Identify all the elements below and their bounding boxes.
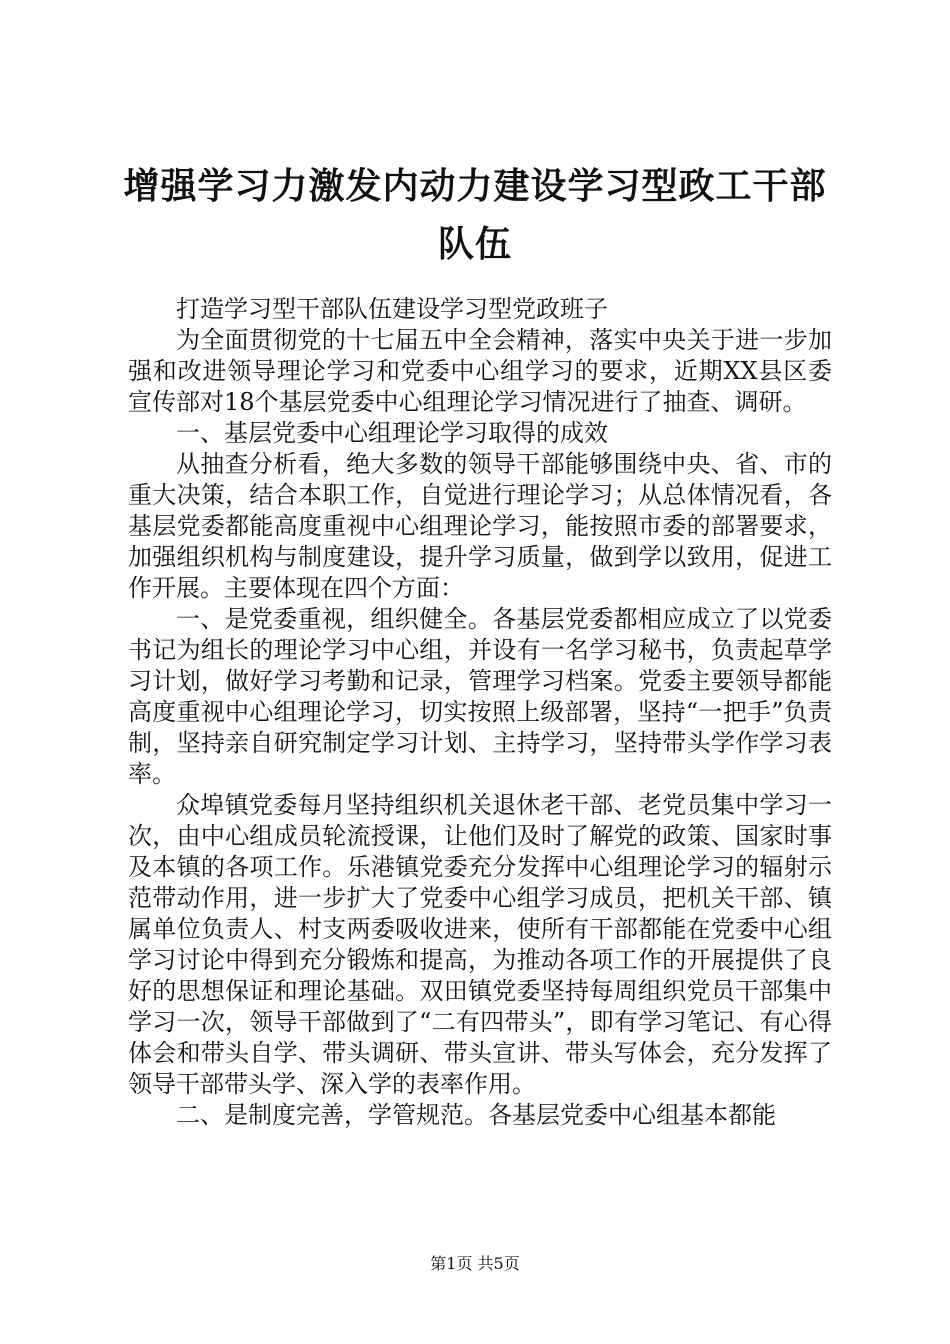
paragraph-subtitle: 打造学习型干部队伍建设学习型党政班子 xyxy=(176,295,608,323)
paragraph-intro: 为全面贯彻党的十七届五中全会精神，落实中央关于进一步加强和改进领导理论学习和党委中心组学习的要求，近期XX县区委宣传部对18个基层党委中心组理论学习情况进行了抽查、调研。 xyxy=(128,326,832,416)
document-title: 增强学习力激发内动力建设学习型政工干部队伍 xyxy=(123,166,827,265)
paragraph-point-2: 二、是制度完善，学管规范。各基层党委中心组基本都能 xyxy=(176,1101,776,1129)
paragraph-point-1: 一、是党委重视，组织健全。各基层党委都相应成立了以党委书记为组长的理论学习中心组，并设有一名学习秘书，负责起草学习计划，做好学习考勤和记录，管理学习档案。党委主要领导都能高度重视中心组理论学习，切实按照上级部署，坚持“一把手”负责制，坚持亲自研究制定学习计划、主持学习，坚持带头学作学习表率。 xyxy=(128,605,832,788)
page-number: 第1页 共5页 xyxy=(430,1254,520,1273)
paragraph-overview: 从抽查分析看，绝大多数的领导干部能够围绕中央、省、市的重大决策，结合本职工作，自觉进行理论学习；从总体情况看，各基层党委都能高度重视中心组理论学习，能按照市委的部署要求，加强组织机构与制度建设，提升学习质量，做到学以致用，促进工作开展。主要体现在四个方面： xyxy=(128,450,832,602)
document-body xyxy=(128,294,832,1131)
section-heading-1: 一、基层党委中心组理论学习取得的成效 xyxy=(176,419,608,447)
paragraph-examples: 众埠镇党委每月坚持组织机关退休老干部、老党员集中学习一次，由中心组成员轮流授课，让他们及时了解党的政策、国家时事及本镇的各项工作。乐港镇党委充分发挥中心组理论学习的辐射示范带动作用，进一步扩大了党委中心组学习成员，把机关干部、镇属单位负责人、村支两委吸收进来，使所有干部都能在党委中心组学习讨论中得到充分锻炼和提高，为推动各项工作的开展提供了良好的思想保证和理论基础。双田镇党委坚持每周组织党员干部集中学习一次，领导干部做到了“二有四带头”，即有学习笔记、有心得体会和带头自学、带头调研、带头宣讲、带头写体会，充分发挥了领导干部带头学、深入学的表率作用。 xyxy=(128,791,832,1098)
